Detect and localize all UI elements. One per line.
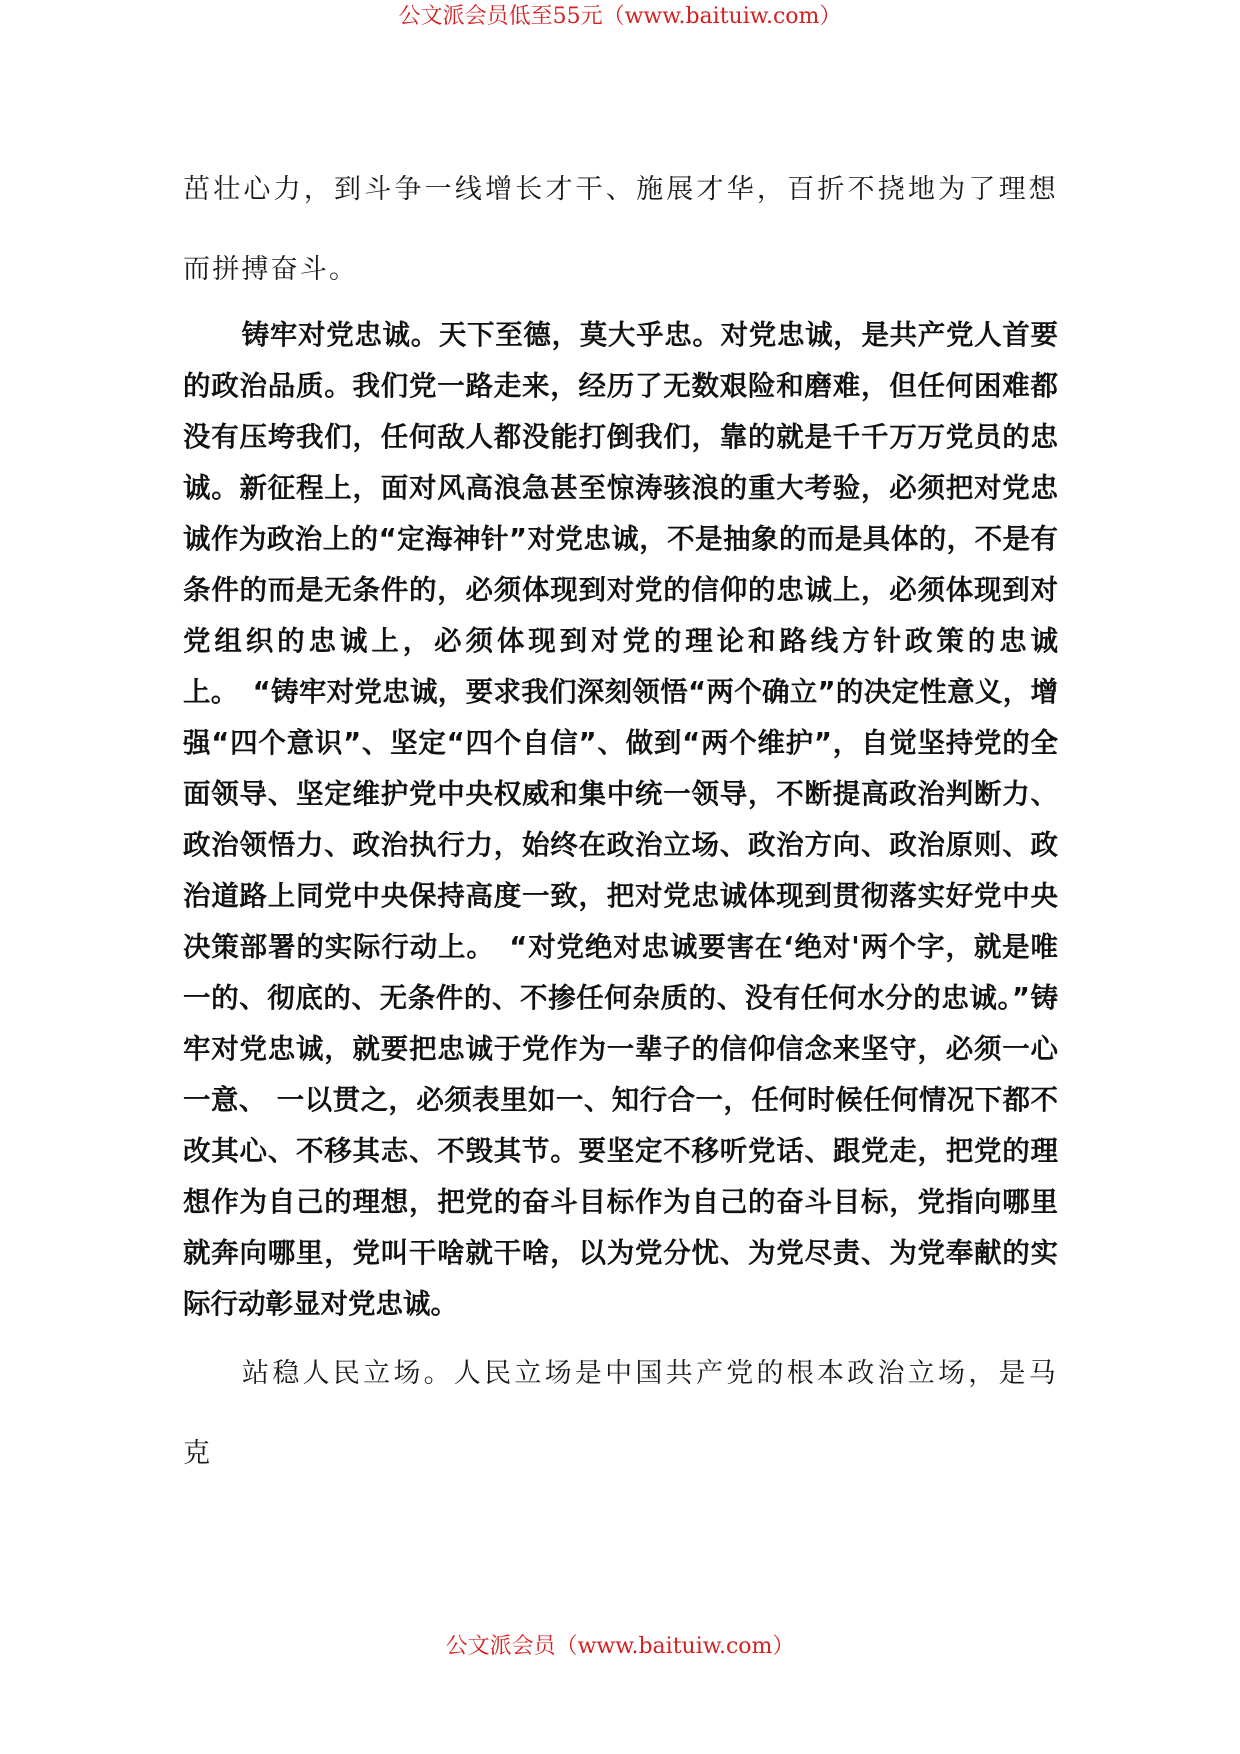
loyalty-paragraph (183, 310, 1058, 1330)
continuation-paragraph-text: 茁壮心力，到斗争一线增长才干、施展才华，百折不挠地为了理想而拼搏奋斗。 (183, 174, 1058, 285)
people-stance-paragraph-text: 站稳人民立场。人民立场是中国共产党的根本政治立场，是马克 (183, 1358, 1058, 1469)
people-stance-paragraph (183, 1334, 1058, 1494)
continuation-paragraph (183, 150, 1058, 310)
header-promo-banner: 公文派会员低至55元（www.baituiw.com） (398, 4, 842, 29)
footer-promo-banner: 公文派会员（www.baituiw.com） (445, 1634, 795, 1659)
loyalty-paragraph-text: 铸牢对党忠诚。天下至德，莫大乎忠。对党忠诚，是共产党人首要的政治品质。我们党一路走来，经历了无数艰险和磨难，但任何困难都没有压垮我们，任何敌人都没能打倒我们，靠的就是千千万万党员的忠诚。新征程上，面对风高浪急甚至惊涛骇浪的重大考验，必须把对党忠诚作为政治上的“定海神针”对党忠诚，不是抽象的而是具体的，不是有条件的而是无条件的，必须体现到对党的信仰的忠诚上，必须体现到对党组织的忠诚上，必须体现到对党的理论和路线方针政策的忠诚上。 “铸牢对党忠诚，要求我们深刻领悟“两个确立”的决定性意义，增强“四个意识”、坚定“四个自信”、做到“两个维护”，自觉坚持党的全面领导、坚定维护党中央权威和集中统一领导，不断提高政治判断力、政治领悟力、政治执行力，始终在政治立场、政治方向、政治原则、政治道路上同党中央保持高度一致，把对党忠诚体现到贯彻落实好党中央决策部署的实际行动上。 “对党绝对忠诚要害在‘绝对'两个字，就是唯一的、彻底的、无条件的、不掺任何杂质的、没有任何水分的忠诚。”铸牢对党忠诚，就要把忠诚于党作为一辈子的信仰信念来坚守，必须一心一意、 一以贯之，必须表里如一、知行合一，任何时候任何情况下都不改其心、不移其志、不毁其节。要坚定不移听党话、跟党走，把党的理想作为自己的理想，把党的奋斗目标作为自己的奋斗目标，党指向哪里就奔向哪里，党叫干啥就干啥，以为党分忧、为党尽责、为党奉献的实际行动彰显对党忠诚。 (183, 319, 1058, 1320)
document-body (183, 150, 1058, 1494)
